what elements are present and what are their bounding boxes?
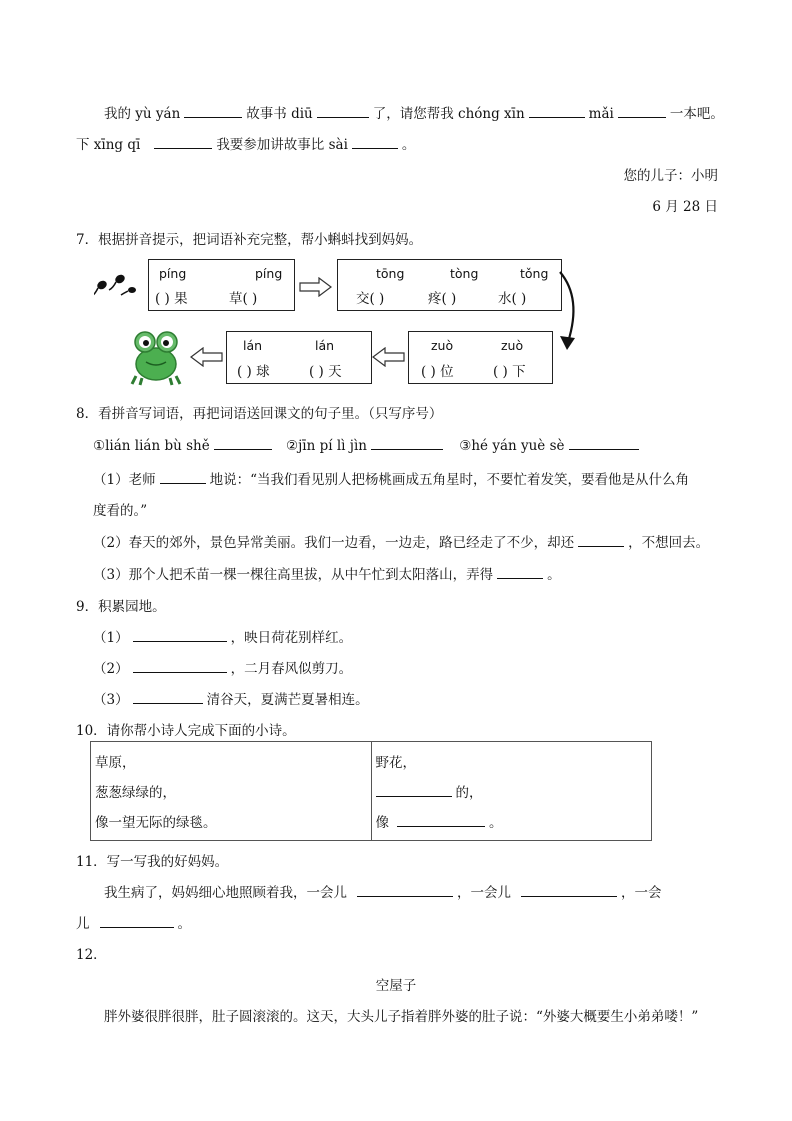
pinyin-box-ping: píng píng ( ) 果 草( )	[148, 259, 295, 311]
question-11-line-1: 我生病了，妈妈细心地照顾着我，一会儿 ，一会儿 ，一会	[104, 885, 662, 901]
poem-right-cell: 野花， 的， 像 。	[371, 742, 652, 841]
question-8-sentence-1: （1）老师 地说：“当我们看见别人把杨桃画成五角星时，不要忙着发笑，要看他是从什么角	[93, 472, 689, 488]
letter-signature: 您的儿子：小明	[623, 168, 718, 184]
answer-blank[interactable]	[569, 436, 639, 450]
answer-blank[interactable]	[214, 436, 272, 450]
answer-blank[interactable]	[376, 783, 452, 797]
question-11-title: 11．写一写我的好妈妈。	[76, 854, 229, 870]
pinyin-box-zuo: zuò zuò ( ) 位 ( ) 下	[408, 331, 553, 384]
answer-blank[interactable]	[357, 883, 453, 897]
answer-blank[interactable]	[371, 436, 443, 450]
answer-blank[interactable]	[497, 565, 543, 579]
question-9-line-1: （1） ，映日荷花别样红。	[93, 630, 353, 646]
poem-table	[90, 741, 652, 841]
arrow-left-icon	[371, 347, 405, 367]
question-12-number: 12．	[76, 947, 107, 963]
tadpole-icon	[94, 268, 142, 298]
answer-blank[interactable]	[618, 104, 666, 118]
answer-blank[interactable]	[133, 628, 227, 642]
answer-blank[interactable]	[317, 104, 369, 118]
arrow-left-icon	[189, 347, 223, 367]
answer-blank[interactable]	[184, 104, 242, 118]
answer-blank[interactable]	[133, 690, 203, 704]
question-9-line-3: （3） 清谷天，夏满芒夏暑相连。	[93, 692, 369, 708]
question-8-options: ①lián lián bù shě ②jīn pí lì jìn ③hé yán yuè sè	[93, 436, 643, 454]
answer-blank[interactable]	[352, 135, 398, 149]
letter-line-2: 下 xīng qī 我要参加讲故事比 sài 。	[76, 137, 416, 153]
question-8-sentence-2: （2）春天的郊外，景色异常美丽。我们一边看，一边走，路已经走了不少，却还 ，不想回去。	[93, 535, 710, 551]
frog-icon	[130, 328, 182, 386]
answer-blank[interactable]	[133, 659, 227, 673]
arrow-right-icon	[299, 277, 333, 297]
question-10-title: 10．请你帮小诗人完成下面的小诗。	[76, 723, 296, 739]
answer-blank[interactable]	[529, 104, 585, 118]
curved-arrow-icon	[556, 268, 590, 354]
question-9-line-2: （2） ，二月春风似剪刀。	[93, 661, 353, 677]
pinyin-box-tong: tōng tòng tǒng 交( ) 疼( ) 水( )	[337, 259, 562, 311]
answer-blank[interactable]	[521, 883, 617, 897]
pinyin-box-lan: lán lán ( ) 球 ( ) 天	[226, 331, 372, 384]
answer-blank[interactable]	[154, 135, 212, 149]
answer-blank[interactable]	[160, 470, 206, 484]
passage-title: 空屋子	[375, 978, 417, 994]
question-11-line-2: 儿 。	[76, 916, 191, 932]
answer-blank[interactable]	[578, 533, 624, 547]
question-8-title: 8．看拼音写词语，再把词语送回课文的句子里。（只写序号）	[76, 406, 443, 422]
letter-line-1: 我的 yù yán 故事书 diū 了，请您帮我 chóng xīn mǎi 一本吧。	[104, 106, 724, 122]
question-9-title: 9．积累园地。	[76, 599, 166, 615]
question-8-sentence-3: （3）那个人把禾苗一棵一棵往高里拔，从中午忙到太阳落山，弄得 。	[93, 567, 561, 583]
poem-left-cell: 草原， 葱葱绿绿的， 像一望无际的绿毯。	[91, 742, 372, 841]
question-7-title: 7．根据拼音提示，把词语补充完整，帮小蝌蚪找到妈妈。	[76, 232, 423, 248]
answer-blank[interactable]	[397, 813, 485, 827]
passage-body: 胖外婆很胖很胖，肚子圆滚滚的。这天，大头儿子指着胖外婆的肚子说：“外婆大概要生小弟弟喽！”	[104, 1009, 699, 1025]
answer-blank[interactable]	[100, 914, 174, 928]
question-8-sentence-1-cont: 度看的。”	[93, 503, 148, 519]
letter-date: 6 月 28 日	[652, 199, 718, 215]
